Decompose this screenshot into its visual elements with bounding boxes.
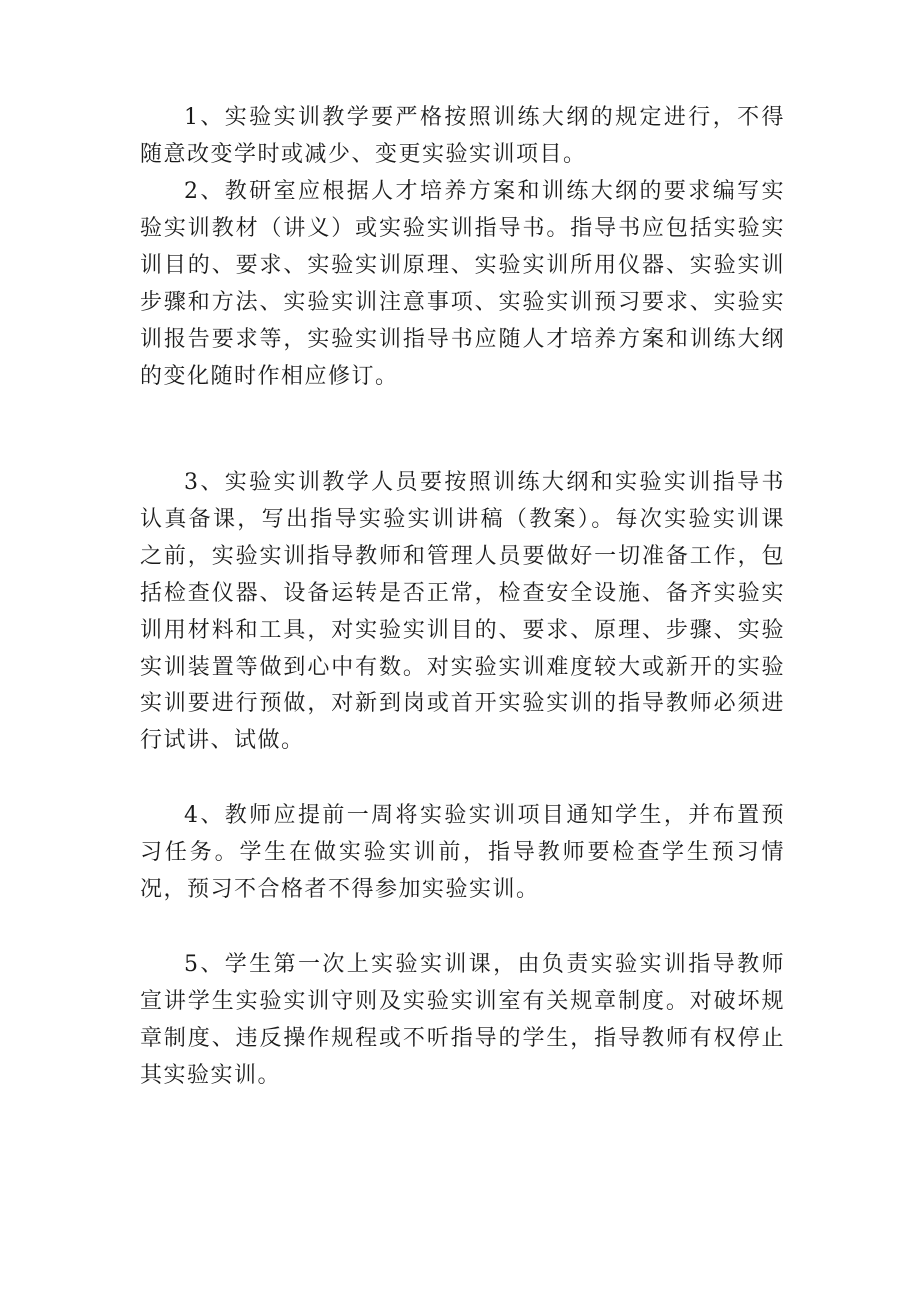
paragraph-4: 4、教师应提前一周将实验实训项目通知学生，并布置预习任务。学生在做实验实训前，指导教师要检查学生预习情况，预习不合格者不得参加实验实训。 — [140, 803, 785, 902]
paragraph-3: 3、实验实训教学人员要按照训练大纲和实验实训指导书认真备课，写出指导实验实训讲稿（教案）。每次实验实训课之前，实验实训指导教师和管理人员要做好一切准备工作，包括检查仪器、设备运转是否正常，检查安全设施、备齐实验实训用材料和工具，对实验实训目的、要求、原理、步骤、实验实训装置等做到心中有数。对实验实训难度较大或新开的实验实训要进行预做，对新到岗或首开实验实训的指导教师必须进行试讲、试做。 — [140, 470, 785, 754]
paragraph-5: 5、学生第一次上实验实训课，由负责实验实训指导教师宣讲学生实验实训守则及实验实训室有关规章制度。对破坏规章制度、违反操作规程或不听指导的学生，指导教师有权停止其实验实训。 — [140, 952, 785, 1088]
paragraph-2: 2、教研室应根据人才培养方案和训练大纲的要求编写实验实训教材（讲义）或实验实训指导书。指导书应包括实验实训目的、要求、实验实训原理、实验实训所用仪器、实验实训步骤和方法、实验实训注意事项、实验实训预习要求、实验实训报告要求等，实验实训指导书应随人才培养方案和训练大纲的变化随时作相应修订。 — [140, 179, 785, 389]
paragraph-1: 1、实验实训教学要严格按照训练大纲的规定进行，不得随意改变学时或减少、变更实验实训项目。 — [140, 105, 785, 167]
